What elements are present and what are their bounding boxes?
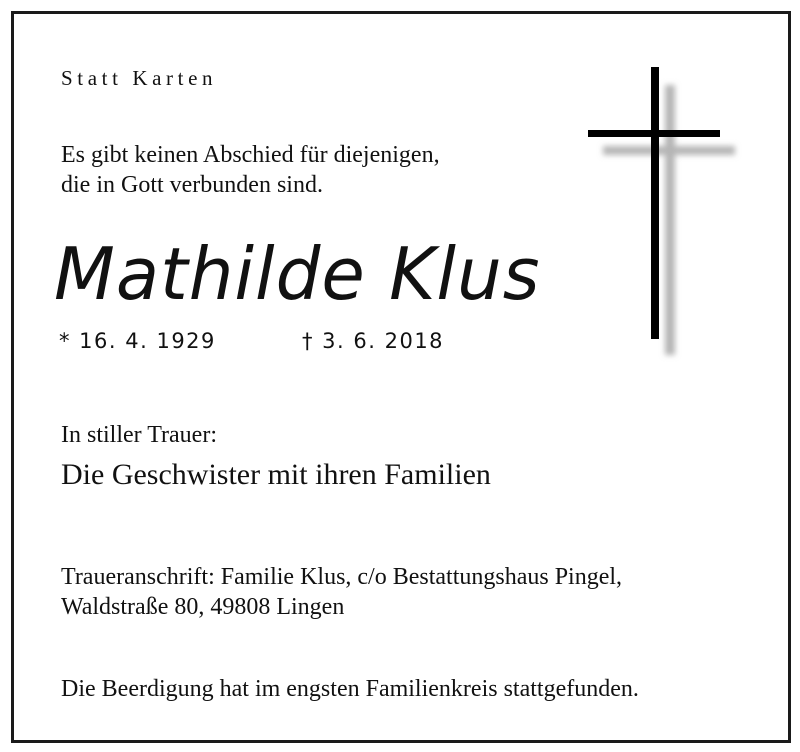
quote-line-2: die in Gott verbunden sind.: [61, 172, 323, 198]
quote-line-1: Es gibt keinen Abschied für diejenigen,: [61, 142, 440, 168]
quote: [61, 140, 440, 200]
address-line-2: Waldstraße 80, 49808 Lingen: [61, 594, 345, 620]
burial-note: Die Beerdigung hat im engsten Familienkreis stattgefunden.: [61, 676, 639, 702]
birth-date: * 16. 4. 1929: [59, 329, 216, 353]
mourning-address: [61, 562, 622, 622]
cross-shape: [588, 67, 720, 339]
christian-cross-icon: [586, 67, 756, 367]
address-line-1: Traueranschrift: Familie Klus, c/o Bestattungshaus Pingel,: [61, 564, 623, 590]
obituary-notice: [11, 11, 791, 743]
deceased-name: Mathilde Klus: [54, 232, 541, 316]
cross-shadow: [603, 85, 735, 355]
death-date: † 3. 6. 2018: [302, 329, 445, 353]
mourners: Die Geschwister mit ihren Familien: [61, 458, 491, 491]
mourning-label: In stiller Trauer:: [61, 422, 217, 448]
notice-header: Statt Karten: [61, 66, 218, 90]
